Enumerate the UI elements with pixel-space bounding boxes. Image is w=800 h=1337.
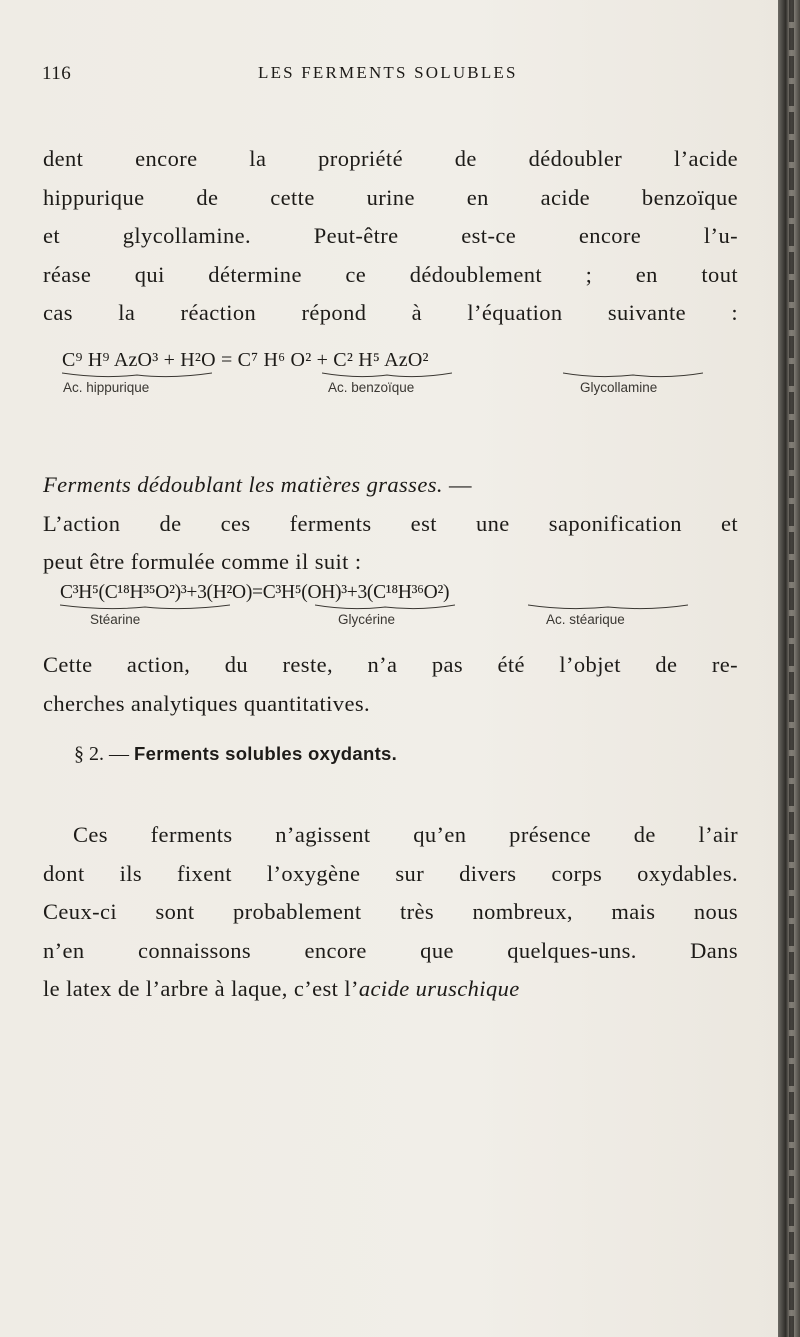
equation-stearin-labels	[60, 612, 760, 632]
text-line: cherches analytiques quantitatives.	[43, 690, 371, 716]
em-dash: —	[109, 743, 129, 765]
text-line: et glycollamine. Peut-être est-ce encore l’u-	[43, 223, 738, 248]
text-line: dent encore la propriété de dédoubler l’acide	[43, 146, 738, 171]
brace-icon	[322, 372, 452, 380]
running-title: LES FERMENTS SOLUBLES	[258, 63, 518, 82]
label-stearic-acid: Ac. stéarique	[546, 612, 625, 627]
label-glycollamine: Glycollamine	[580, 380, 658, 395]
brace-icon	[528, 604, 688, 612]
section-number: § 2.	[74, 743, 104, 765]
italic-term: acide uruschique	[358, 976, 520, 1001]
text-line: hippurique de cette urine en acide benzoïque	[43, 184, 738, 210]
subheading-italic: Ferments dédoublant les matières grasses.	[43, 472, 443, 497]
text-line: Ces ferments n’agissent qu’en présence de l’air	[73, 822, 738, 847]
section-title: Ferments solubles oxydants.	[134, 743, 398, 764]
brace-icon	[62, 372, 212, 380]
text-line: cas la réaction répond à l’équation suivante :	[43, 300, 738, 325]
text-line: n’en connaissons encore que quelques-uns. Dans	[43, 937, 738, 963]
label-hippuric-acid: Ac. hippurique	[63, 380, 150, 395]
label-stearin: Stéarine	[90, 612, 141, 627]
em-dash: —	[448, 472, 472, 497]
paragraph-analysis	[43, 646, 738, 723]
text-line	[43, 466, 738, 505]
equation-hippuric: C⁹ H⁹ AzO³ + H²O = C⁷ H⁶ O² + C² H⁵ AzO²	[62, 349, 429, 371]
text-line: peut être formulée comme il suit :	[43, 549, 362, 574]
section-heading	[74, 743, 774, 766]
brace-icon	[60, 604, 230, 612]
page-number: 116	[42, 63, 72, 84]
text-line: Ceux-ci sont probablement très nombreux, mais nous	[43, 899, 738, 924]
paragraph-hippuric-acid	[43, 140, 738, 333]
brace-icon	[563, 372, 703, 380]
text-line: L’action de ces ferments est une saponification et	[43, 510, 738, 536]
label-benzoic-acid: Ac. benzoïque	[328, 380, 415, 395]
text-line	[43, 970, 738, 1009]
equation-hippuric-labels	[60, 380, 760, 400]
text-fragment: le latex de l’arbre à laque, c’est l’	[43, 976, 359, 1001]
page-header	[42, 63, 742, 87]
equation-stearin: C³H⁵(C¹⁸H³⁵O²)³+3(H²O)=C³H⁵(OH)³+3(C¹⁸H³⁶O²)	[60, 582, 450, 603]
label-glycerin: Glycérine	[338, 612, 396, 627]
book-edge-stripe	[789, 0, 794, 1337]
text-line: dont ils fixent l’oxygène sur divers corps oxydables.	[43, 860, 738, 886]
paragraph-fat-ferments	[43, 466, 738, 582]
paragraph-oxidizing-ferments	[43, 816, 738, 1009]
brace-icon	[315, 604, 455, 612]
text-line: réase qui détermine ce dédoublement ; en tout	[43, 261, 738, 287]
text-line: Cette action, du reste, n’a pas été l’objet de re-	[43, 652, 738, 677]
